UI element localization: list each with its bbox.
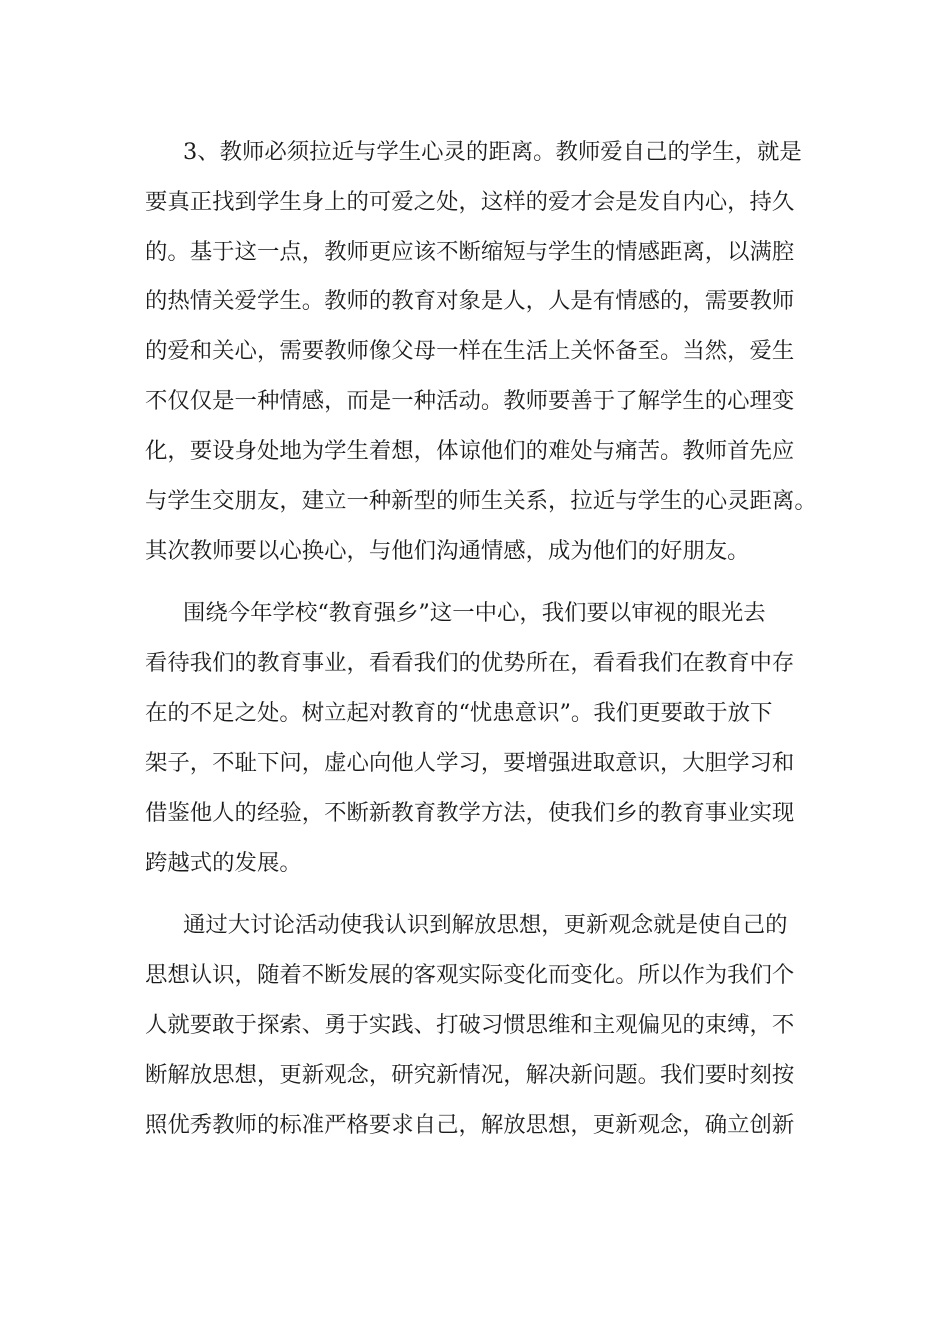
paragraph-1-line-5: 的爱和关心，需要教师像父母一样在生活上关怀备至。当然，爱生	[145, 338, 795, 364]
paragraph-2-line-6: 跨越式的发展。	[145, 850, 302, 876]
paragraph-2-line-3: 在的不足之处。树立起对教育的“忧患意识”。我们更要敢于放下	[145, 700, 773, 726]
paragraph-2-line-5: 借鉴他人的经验，不断新教育教学方法，使我们乡的教育事业实现	[145, 800, 795, 826]
paragraph-1-line-6: 不仅仅是一种情感，而是一种活动。教师要善于了解学生的心理变	[145, 388, 795, 414]
paragraph-1-line-8: 与学生交朋友，建立一种新型的师生关系，拉近与学生的心灵距离。	[145, 488, 817, 514]
paragraph-1-line-4: 的热情关爱学生。教师的教育对象是人，人是有情感的，需要教师	[145, 288, 795, 314]
paragraph-1-line-9: 其次教师要以心换心，与他们沟通情感，成为他们的好朋友。	[145, 538, 750, 564]
paragraph-3-line-5: 照优秀教师的标准严格要求自己，解放思想，更新观念，确立创新	[145, 1112, 795, 1138]
paragraph-1-line-7: 化，要设身处地为学生着想，体谅他们的难处与痛苦。教师首先应	[145, 438, 795, 464]
paragraph-2-line-2: 看待我们的教育事业，看看我们的优势所在，看看我们在教育中存	[145, 650, 795, 676]
paragraph-1-line-2: 要真正找到学生身上的可爱之处，这样的爱才会是发自内心，持久	[145, 189, 795, 215]
paragraph-3-line-3: 人就要敢于探索、勇于实践、打破习惯思维和主观偏见的束缚，不	[145, 1012, 795, 1038]
paragraph-1-line-3: 的。基于这一点，教师更应该不断缩短与学生的情感距离，以满腔	[145, 239, 795, 265]
paragraph-3-line-1: 通过大讨论活动使我认识到解放思想，更新观念就是使自己的	[183, 912, 788, 938]
paragraph-3-line-2: 思想认识，随着不断发展的客观实际变化而变化。所以作为我们个	[145, 962, 795, 988]
paragraph-3-line-4: 断解放思想，更新观念，研究新情况，解决新问题。我们要时刻按	[145, 1062, 795, 1088]
paragraph-1-line-1: 3、教师必须拉近与学生心灵的距离。教师爱自己的学生，就是	[183, 139, 802, 165]
paragraph-2-line-4: 架子，不耻下问，虚心向他人学习，要增强进取意识，大胆学习和	[145, 750, 795, 776]
paragraph-2-line-1: 围绕今年学校“教育强乡”这一中心，我们要以审视的眼光去	[183, 600, 766, 626]
